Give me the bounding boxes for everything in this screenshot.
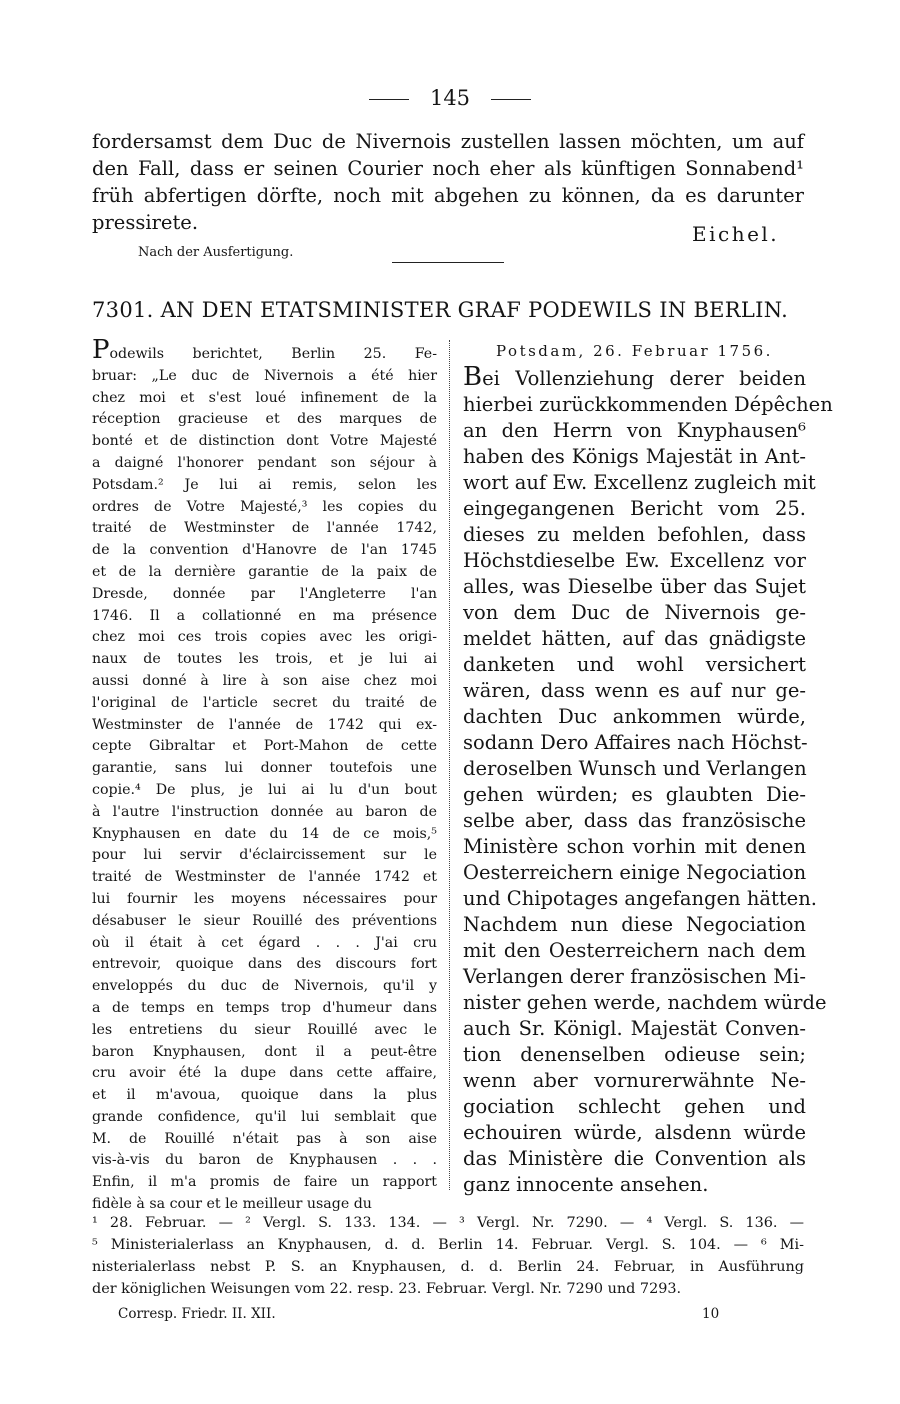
summary-line: grande confidence, qu'il lui semblait que bbox=[92, 1108, 437, 1125]
summary-line: lui fournir les moyens nécessaires pour bbox=[92, 890, 437, 907]
document-title: 7301. AN DEN ETATSMINISTER GRAF PODEWILS IN BERLIN. bbox=[92, 298, 789, 322]
summary-line: traité de Westminster de l'année 1742, bbox=[92, 520, 437, 537]
drop-cap: B bbox=[463, 362, 483, 392]
letter-line: danketen und wohl versichert bbox=[463, 653, 806, 676]
letter-line: hierbei zurückkommenden Dépêchen bbox=[463, 393, 833, 416]
letter-body bbox=[463, 362, 833, 1198]
drop-cap: P bbox=[92, 335, 110, 365]
summary-line: enveloppés du duc de Nivernois, qu'il y bbox=[92, 978, 437, 995]
letter-line: dachten Duc ankommen würde, bbox=[463, 705, 806, 728]
letter-line: echouiren würde, alsdenn würde bbox=[463, 1121, 806, 1144]
summary-line: a daigné l'honorer pendant son séjour à bbox=[92, 454, 437, 471]
letter-line: wort auf Ew. Excellenz zugleich mit bbox=[463, 471, 816, 494]
letter-line: Ministère schon vorhin mit denen bbox=[463, 835, 806, 858]
footer-sheet-number: 10 bbox=[702, 1306, 720, 1322]
letter-line: haben des Königs Majestät in Ant- bbox=[463, 445, 806, 468]
summary-line: ordres de Votre Majesté,³ les copies du bbox=[92, 498, 437, 515]
continuation-line: früh abfertigen dörfte, noch mit abgehen zu können, da es darunter bbox=[92, 184, 804, 207]
summary-line: désabuser le sieur Rouillé des préventions bbox=[92, 912, 437, 929]
page-number: 145 bbox=[429, 86, 471, 110]
letter-line: das Ministère die Convention als bbox=[463, 1147, 806, 1170]
signature: Eichel. bbox=[692, 222, 780, 246]
summary-line: vis-à-vis du baron de Knyphausen . . . bbox=[92, 1152, 437, 1169]
letter-line: selbe aber, dass das französische bbox=[463, 809, 806, 832]
summary-line: 1746. Il a collationné en ma présence bbox=[92, 607, 437, 624]
summary-line: Podewils berichtet, Berlin 25. Fe- bbox=[92, 335, 437, 365]
letter-line: an den Herrn von Knyphausen⁶ bbox=[463, 419, 806, 442]
continuation-line: fordersamst dem Duc de Nivernois zustellen lassen möchten, um auf bbox=[92, 130, 804, 153]
summary-line: pour lui servir d'éclaircissement sur le bbox=[92, 847, 437, 864]
continuation-line: pressirete. bbox=[92, 211, 199, 234]
footnote-line: der königlichen Weisungen vom 22. resp. 23. Februar. Vergl. Nr. 7290 und 7293. bbox=[92, 1281, 682, 1297]
summary-line: bonté et de distinction dont Votre Majesté bbox=[92, 433, 437, 450]
summary-line: chez moi ces trois copies avec les origi- bbox=[92, 629, 437, 646]
summary-line: Potsdam.² Je lui ai remis, selon les bbox=[92, 476, 437, 493]
letter-line: sodann Dero Affaires nach Höchst- bbox=[463, 731, 808, 754]
summary-column bbox=[92, 335, 437, 1216]
source-note: Nach der Ausfertigung. bbox=[138, 245, 294, 260]
summary-line: Knyphausen en date du 14 de ce mois,⁵ bbox=[92, 825, 437, 842]
footnotes bbox=[92, 1212, 804, 1300]
summary-line: les entretiens du sieur Rouillé avec le bbox=[92, 1021, 437, 1038]
letter-line: Bei Vollenziehung derer beiden bbox=[463, 362, 806, 392]
column-divider bbox=[449, 340, 450, 1190]
summary-line: bruar: „Le duc de Nivernois a été hier bbox=[92, 367, 437, 384]
summary-line: fidèle à sa cour et le meilleur usage du bbox=[92, 1196, 372, 1213]
continuation-line: den Fall, dass er seinen Courier noch eher als künftigen Sonnabend¹ bbox=[92, 157, 804, 180]
summary-line: Dresde, donnée par l'Angleterre l'an bbox=[92, 585, 437, 602]
summary-line: et de la dernière garantie de la paix de bbox=[92, 563, 437, 580]
header-dash-left bbox=[369, 99, 409, 100]
letter-line: Oesterreichern einige Negociation bbox=[463, 861, 807, 884]
summary-line: copie.⁴ De plus, je lui ai lu d'un bout bbox=[92, 781, 437, 798]
letter-line: dieses zu melden befohlen, dass bbox=[463, 523, 806, 546]
letter-line: von dem Duc de Nivernois ge- bbox=[463, 601, 806, 624]
letter-line: meldet hätten, auf das gnädigste bbox=[463, 627, 806, 650]
footnote-line: ⁵ Ministerialerlass an Knyphausen, d. d. Berlin 14. Februar. Vergl. S. 104. — ⁶ Mi- bbox=[92, 1237, 804, 1253]
footnote-line: nisterialerlass nebst P. S. an Knyphausen, d. d. Berlin 24. Februar, in Ausführung bbox=[92, 1259, 804, 1275]
letter-line: wenn aber vornurerwähnte Ne- bbox=[463, 1069, 806, 1092]
summary-line: l'original de l'article secret du traité de bbox=[92, 694, 437, 711]
letter-line: eingegangenen Bericht vom 25. bbox=[463, 497, 806, 520]
summary-line: garantie, sans lui donner toutefois une bbox=[92, 760, 437, 777]
letter-line: Nachdem nun diese Negociation bbox=[463, 913, 806, 936]
letter-line: tion denenselben odieuse sein; bbox=[463, 1043, 806, 1066]
letter-line: nister gehen werde, nachdem würde bbox=[463, 991, 827, 1014]
summary-line: cru avoir été la dupe dans cette affaire, bbox=[92, 1065, 437, 1082]
letter-line: gociation schlecht gehen und bbox=[463, 1095, 806, 1118]
letter-line: mit den Oesterreichern nach dem bbox=[463, 939, 806, 962]
summary-line: baron Knyphausen, dont il a peut-être bbox=[92, 1043, 437, 1060]
letter-line: ganz innocente ansehen. bbox=[463, 1173, 709, 1196]
summary-line: M. de Rouillé n'était pas à son aise bbox=[92, 1130, 437, 1147]
summary-line: réception gracieuse et des marques de bbox=[92, 411, 437, 428]
summary-line: où il était à cet égard . . . J'ai cru bbox=[92, 934, 437, 951]
summary-line: à l'autre l'instruction donnée au baron de bbox=[92, 803, 437, 820]
letter-line: auch Sr. Königl. Majestät Conven- bbox=[463, 1017, 806, 1040]
footnote-line: ¹ 28. Februar. — ² Vergl. S. 133. 134. — ³ Vergl. Nr. 7290. — ⁴ Vergl. S. 136. — bbox=[92, 1215, 804, 1231]
summary-line: et il m'avoua, quoique dans la plus bbox=[92, 1087, 437, 1104]
footer-series: Corresp. Friedr. II. XII. bbox=[118, 1306, 276, 1322]
summary-line: Enfin, il m'a promis de faire un rapport bbox=[92, 1174, 437, 1191]
summary-line: aussi donné à lire à son aise chez moi bbox=[92, 672, 437, 689]
letter-line: Verlangen derer französischen Mi- bbox=[463, 965, 806, 988]
letter-line: gehen würden; es glaubten Die- bbox=[463, 783, 806, 806]
letter-line: wären, dass wenn es auf nur ge- bbox=[463, 679, 806, 702]
summary-line: traité de Westminster de l'année 1742 et bbox=[92, 869, 437, 886]
header-dash-right bbox=[491, 99, 531, 100]
letter-column bbox=[463, 340, 833, 1198]
dateline: Potsdam, 26. Februar 1756. bbox=[496, 342, 773, 360]
letter-line: und Chipotages angefangen hätten. bbox=[463, 887, 817, 910]
section-rule bbox=[392, 262, 504, 263]
continuation-text bbox=[92, 128, 804, 236]
summary-line: de la convention d'Hanovre de l'an 1745 bbox=[92, 542, 437, 559]
summary-line: chez moi et s'est loué infinement de la bbox=[92, 389, 437, 406]
page-footer bbox=[118, 1306, 718, 1322]
summary-line: a de temps en temps trop d'humeur dans bbox=[92, 999, 437, 1016]
page-header bbox=[0, 86, 900, 110]
summary-line: Westminster de l'année de 1742 qui ex- bbox=[92, 716, 437, 733]
summary-line: entrevoir, quoique dans des discours fort bbox=[92, 956, 437, 973]
letter-line: alles, was Dieselbe über das Sujet bbox=[463, 575, 806, 598]
letter-line: Höchstdieselbe Ew. Excellenz vor bbox=[463, 549, 806, 572]
letter-line: deroselben Wunsch und Verlangen bbox=[463, 757, 807, 780]
summary-line: cepte Gibraltar et Port-Mahon de cette bbox=[92, 738, 437, 755]
summary-line: naux de toutes les trois, et je lui ai bbox=[92, 651, 437, 668]
